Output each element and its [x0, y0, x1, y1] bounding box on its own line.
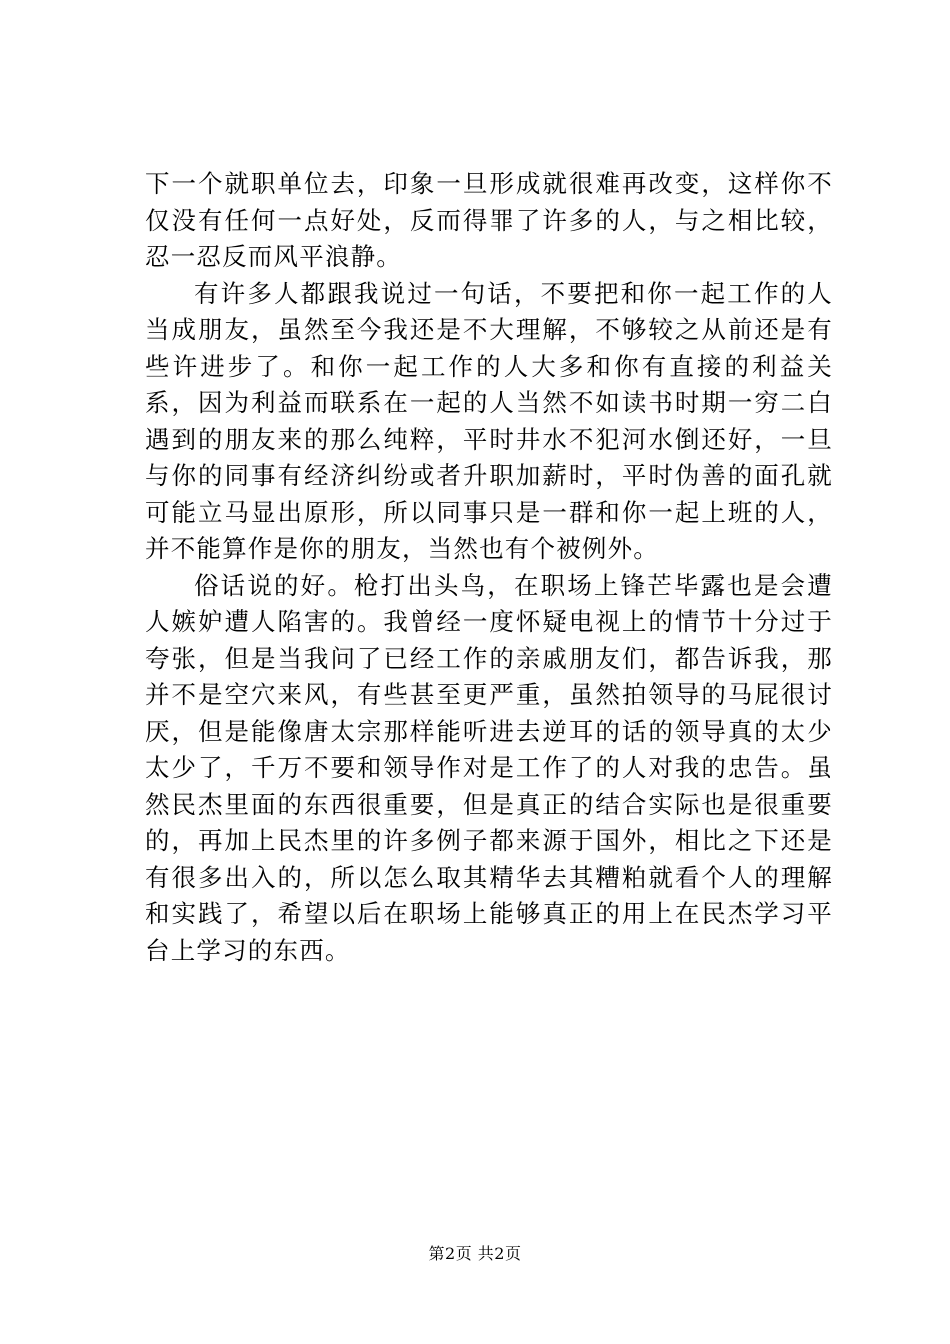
document-body	[145, 166, 833, 969]
paragraph-workplace-advice: 俗话说的好。枪打出头鸟，在职场上锋芒毕露也是会遭人嫉妒遭人陷害的。我曾经一度怀疑电视上的情节十分过于夸张，但是当我问了已经工作的亲戚朋友们，都告诉我，那并不是空穴来风，有些甚至更严重，虽然拍领导的马屁很讨厌，但是能像唐太宗那样能听进去逆耳的话的领导真的太少太少了，千万不要和领导作对是工作了的人对我的忠告。虽然民杰里面的东西很重要，但是真正的结合实际也是很重要的，再加上民杰里的许多例子都来源于国外，相比之下还是有很多出入的，所以怎么取其精华去其糟粕就看个人的理解和实践了，希望以后在职场上能够真正的用上在民杰学习平台上学习的东西。	[145, 570, 833, 965]
page-footer: 第2页 共2页	[428, 1244, 522, 1263]
paragraph-coworkers: 有许多人都跟我说过一句话，不要把和你一起工作的人当成朋友，虽然至今我还是不大理解，不够较之从前还是有些许进步了。和你一起工作的人大多和你有直接的利益关系，因为利益而联系在一起的人当然不如读书时期一穷二白遇到的朋友来的那么纯粹，平时井水不犯河水倒还好，一旦与你的同事有经济纠纷或者升职加薪时，平时伪善的面孔就可能立马显出原形，所以同事只是一群和你一起上班的人，并不能算作是你的朋友，当然也有个被例外。	[145, 278, 833, 563]
paragraph-continuation: 下一个就职单位去，印象一旦形成就很难再改变，这样你不仅没有任何一点好处，反而得罪了许多的人，与之相比较，忍一忍反而风平浪静。	[145, 169, 833, 271]
